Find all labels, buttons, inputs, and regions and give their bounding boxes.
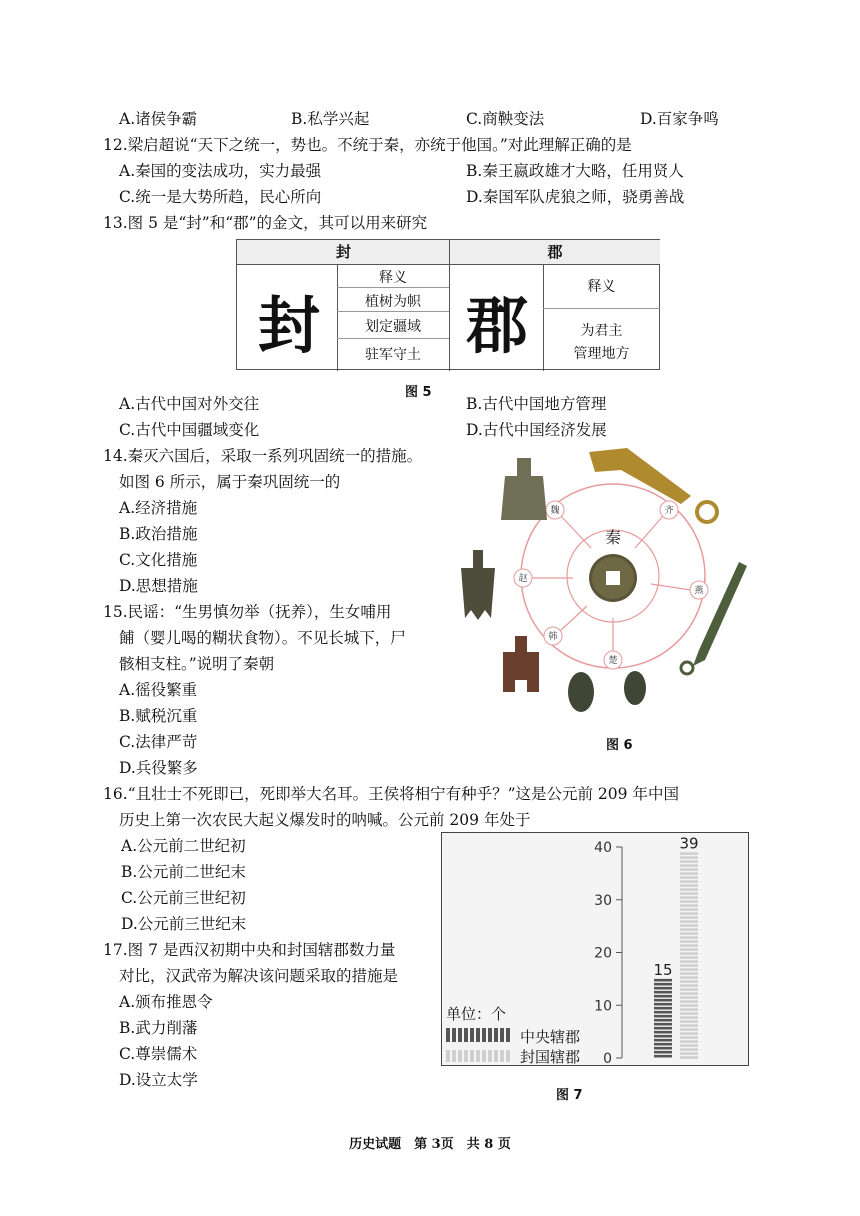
bar-central-stripe bbox=[654, 1043, 672, 1046]
y-tick-label: 40 bbox=[594, 840, 612, 856]
bar-fief-stripe bbox=[680, 960, 698, 963]
bar-fief-stripe bbox=[680, 940, 698, 943]
bar-central-stripe bbox=[654, 1003, 672, 1006]
bar-fief-stripe bbox=[680, 1056, 698, 1059]
page-footer: 历史试题 第 3页 共 8 页 bbox=[349, 1137, 511, 1152]
q15-line3: 骸相支柱。”说明了秦朝 bbox=[119, 655, 275, 673]
bar-fief-stripe bbox=[680, 1040, 698, 1043]
feng-meaning-2: 划定疆域 bbox=[365, 319, 421, 335]
y-tick-label: 20 bbox=[594, 945, 612, 962]
state-han: 韩 bbox=[548, 632, 558, 642]
bar-central-stripe bbox=[654, 1035, 672, 1038]
q17-line2: 对比，汉武帝为解决该问题采取的措施是 bbox=[119, 967, 399, 985]
bar-central-stripe bbox=[654, 1019, 672, 1022]
q17-option-d: D.设立太学 bbox=[119, 1071, 198, 1089]
bar-central-stripe bbox=[654, 1015, 672, 1018]
bar-fief-stripe bbox=[680, 868, 698, 871]
jun-meaning-label: 释义 bbox=[587, 279, 616, 295]
bar-fief-stripe bbox=[680, 876, 698, 879]
q12-option-a: A.秦国的变法成功，实力最强 bbox=[119, 162, 322, 180]
bar-central-stripe bbox=[654, 1051, 672, 1054]
figure-5-caption: 图 5 bbox=[405, 385, 432, 400]
jun-meaning-2: 管理地方 bbox=[573, 346, 630, 362]
q15-option-c: C.法律严苛 bbox=[119, 733, 198, 751]
bar-fief-stripe bbox=[680, 992, 698, 995]
state-yan: 燕 bbox=[694, 586, 704, 596]
feng-meaning-3: 驻军守土 bbox=[365, 347, 421, 363]
q15-line1: 15.民谣：“生男慎勿举（抚养），生女哺用 bbox=[103, 603, 392, 621]
bar-fief-stripe bbox=[680, 1008, 698, 1011]
state-zhao: 赵 bbox=[518, 574, 528, 584]
bar-fief-stripe bbox=[680, 860, 698, 863]
y-tick-label: 0 bbox=[603, 1051, 612, 1065]
q12-stem: 12.梁启超说“天下之统一，势也。不统于秦，亦统于他国。”对此理解正确的是 bbox=[103, 136, 632, 154]
bar-fief-stripe bbox=[680, 1052, 698, 1055]
q13-option-b: B.古代中国地方管理 bbox=[466, 395, 607, 413]
bar-central-stripe bbox=[654, 1027, 672, 1030]
bar-fief-stripe bbox=[680, 972, 698, 975]
pointed-spade-coin-icon bbox=[461, 550, 495, 620]
state-wei: 魏 bbox=[550, 506, 560, 516]
jun-header: 郡 bbox=[450, 240, 660, 265]
q15-option-b: B.赋税沉重 bbox=[119, 707, 198, 725]
q12-option-d: D.秦国军队虎狼之师，骁勇善战 bbox=[466, 188, 685, 206]
bar-fief-stripe bbox=[680, 1016, 698, 1019]
bar-central-stripe bbox=[654, 1007, 672, 1010]
state-qi: 齐 bbox=[664, 506, 674, 516]
gold-knife-coin-icon bbox=[589, 448, 717, 522]
legend-swatch-central bbox=[446, 1028, 512, 1042]
bar-fief-stripe bbox=[680, 1000, 698, 1003]
q14-stem-line2: 如图 6 所示，属于秦巩固统一的 bbox=[119, 473, 341, 491]
legend-fief: 封国辖郡 bbox=[520, 1048, 581, 1066]
banliang-coin-icon bbox=[589, 554, 637, 602]
q17-line1: 17.图 7 是西汉初期中央和封国辖郡数力量 bbox=[103, 941, 396, 959]
bar-fief-stripe bbox=[680, 888, 698, 891]
q12-option-c: C.统一是大势所趋，民心所向 bbox=[119, 188, 322, 206]
bar-fief-stripe bbox=[680, 956, 698, 959]
bar-fief-stripe bbox=[680, 924, 698, 927]
q16-option-d: D.公元前三世纪末 bbox=[121, 915, 247, 933]
bronze-knife-coin-icon bbox=[681, 562, 747, 674]
bar-fief-stripe bbox=[680, 964, 698, 967]
bar-fief-stripe bbox=[680, 852, 698, 855]
jun-bronze-glyph: 郡 bbox=[465, 289, 528, 362]
q13-option-c: C.古代中国疆域变化 bbox=[119, 421, 260, 439]
figure-6-illustration bbox=[455, 440, 755, 730]
bar-fief-stripe bbox=[680, 976, 698, 979]
q13-option-d: D.古代中国经济发展 bbox=[466, 421, 607, 439]
bar-fief-stripe bbox=[680, 872, 698, 875]
ant-nose-coin-icon-2 bbox=[624, 671, 646, 705]
q16-option-b: B.公元前二世纪末 bbox=[121, 863, 246, 881]
jun-meaning-1: 为君主 bbox=[580, 323, 623, 339]
q14-option-c: C.文化措施 bbox=[119, 551, 198, 569]
bar-central-stripe bbox=[654, 1047, 672, 1050]
legend-central: 中央辖郡 bbox=[520, 1028, 581, 1046]
q12-option-b: B.秦王嬴政雄才大略，任用贤人 bbox=[466, 162, 684, 180]
q16-option-c: C.公元前三世纪初 bbox=[121, 889, 246, 907]
bar-fief-stripe bbox=[680, 880, 698, 883]
bar-fief-stripe bbox=[680, 1028, 698, 1031]
bar-fief-stripe bbox=[680, 944, 698, 947]
state-chu: 楚 bbox=[608, 656, 618, 666]
q14-option-b: B.政治措施 bbox=[119, 525, 198, 543]
q14-stem-line1: 14.秦灭六国后，采取一系列巩固统一的措施。 bbox=[103, 447, 423, 465]
y-tick-label: 30 bbox=[594, 892, 612, 909]
bar-fief-stripe bbox=[680, 1012, 698, 1015]
bar-fief-stripe bbox=[680, 908, 698, 911]
q14-option-d: D.思想措施 bbox=[119, 577, 198, 595]
bar-fief-stripe bbox=[680, 896, 698, 899]
bar-fief-stripe bbox=[680, 932, 698, 935]
bar-central-stripe bbox=[654, 987, 672, 990]
q14-option-a: A.经济措施 bbox=[119, 499, 198, 517]
q15-option-a: A.徭役繁重 bbox=[119, 681, 198, 699]
figure-6-caption: 图 6 bbox=[606, 738, 633, 753]
bar-fief-stripe bbox=[680, 1044, 698, 1047]
legend-swatch-fief bbox=[446, 1050, 512, 1062]
unit-label: 单位：个 bbox=[446, 1005, 507, 1023]
bar-fief-stripe bbox=[680, 928, 698, 931]
bar-fief-stripe bbox=[680, 916, 698, 919]
bar-fief-stripe bbox=[680, 968, 698, 971]
center-qin-label: 秦 bbox=[604, 528, 622, 547]
feng-header: 封 bbox=[237, 240, 450, 265]
q11-option-a: A.诸侯争霸 bbox=[119, 110, 198, 128]
feng-meaning-label: 释义 bbox=[379, 270, 407, 286]
q11-option-d: D.百家争鸣 bbox=[640, 110, 719, 128]
q16-option-a: A.公元前二世纪初 bbox=[121, 837, 246, 855]
bar-fief-value-label: 39 bbox=[679, 834, 699, 853]
bar-fief-stripe bbox=[680, 988, 698, 991]
bar-fief bbox=[680, 852, 698, 1059]
y-tick-label: 10 bbox=[594, 998, 612, 1015]
bar-fief-stripe bbox=[680, 984, 698, 987]
bar-central-stripe bbox=[654, 979, 672, 982]
square-spade-coin-icon bbox=[503, 636, 539, 692]
bar-central-stripe bbox=[654, 999, 672, 1002]
bar-fief-stripe bbox=[680, 892, 698, 895]
figure-7-caption: 图 7 bbox=[556, 1088, 583, 1103]
bar-central-stripe bbox=[654, 995, 672, 998]
figure-5-table bbox=[236, 239, 660, 370]
bar-fief-stripe bbox=[680, 1036, 698, 1039]
bar-fief-stripe bbox=[680, 904, 698, 907]
bar-fief-stripe bbox=[680, 912, 698, 915]
figure-7-chart bbox=[441, 832, 749, 1066]
bar-central-stripe bbox=[654, 1031, 672, 1034]
bar-central-stripe bbox=[654, 1011, 672, 1014]
bar-central-stripe bbox=[654, 1039, 672, 1042]
bar-fief-stripe bbox=[680, 948, 698, 951]
bar-fief-stripe bbox=[680, 1032, 698, 1035]
bar-central bbox=[654, 979, 672, 1058]
bar-fief-stripe bbox=[680, 920, 698, 923]
q11-option-c: C.商鞅变法 bbox=[466, 110, 545, 128]
q17-option-c: C.尊崇儒术 bbox=[119, 1045, 198, 1063]
bar-fief-stripe bbox=[680, 856, 698, 859]
bar-fief-stripe bbox=[680, 952, 698, 955]
q17-option-b: B.武力削藩 bbox=[119, 1019, 198, 1037]
bar-central-value-label: 15 bbox=[653, 960, 673, 979]
bar-fief-stripe bbox=[680, 996, 698, 999]
bar-fief-stripe bbox=[680, 936, 698, 939]
q13-option-a: A.古代中国对外交往 bbox=[119, 395, 260, 413]
bar-central-stripe bbox=[654, 1023, 672, 1026]
bar-fief-stripe bbox=[680, 864, 698, 867]
bar-fief-stripe bbox=[680, 1004, 698, 1007]
bar-central-stripe bbox=[654, 991, 672, 994]
bar-fief-stripe bbox=[680, 900, 698, 903]
bar-fief-stripe bbox=[680, 1024, 698, 1027]
spade-coin-icon bbox=[501, 458, 547, 520]
feng-bronze-glyph: 封 bbox=[257, 289, 320, 362]
bar-fief-stripe bbox=[680, 884, 698, 887]
q11-option-b: B.私学兴起 bbox=[291, 110, 370, 128]
bar-fief-stripe bbox=[680, 1020, 698, 1023]
bar-fief-stripe bbox=[680, 1048, 698, 1051]
q16-line1: 16.“且壮士不死即已，死即举大名耳。王侯将相宁有种乎？”这是公元前 209 年中国 bbox=[103, 785, 679, 803]
feng-meaning-1: 植树为帜 bbox=[365, 294, 421, 310]
q13-stem: 13.图 5 是“封”和“郡”的金文，其可以用来研究 bbox=[103, 214, 428, 232]
q17-option-a: A.颁布推恩令 bbox=[119, 993, 213, 1011]
ant-nose-coin-icon bbox=[568, 672, 594, 712]
bar-central-stripe bbox=[654, 983, 672, 986]
bar-fief-stripe bbox=[680, 980, 698, 983]
q16-line2: 历史上第一次农民大起义爆发时的呐喊。公元前 209 年处于 bbox=[119, 811, 531, 829]
bar-central-stripe bbox=[654, 1055, 672, 1058]
q15-option-d: D.兵役繁多 bbox=[119, 759, 198, 777]
q15-line2: 餔（婴儿喝的糊状食物）。不见长城下，尸 bbox=[119, 629, 406, 647]
